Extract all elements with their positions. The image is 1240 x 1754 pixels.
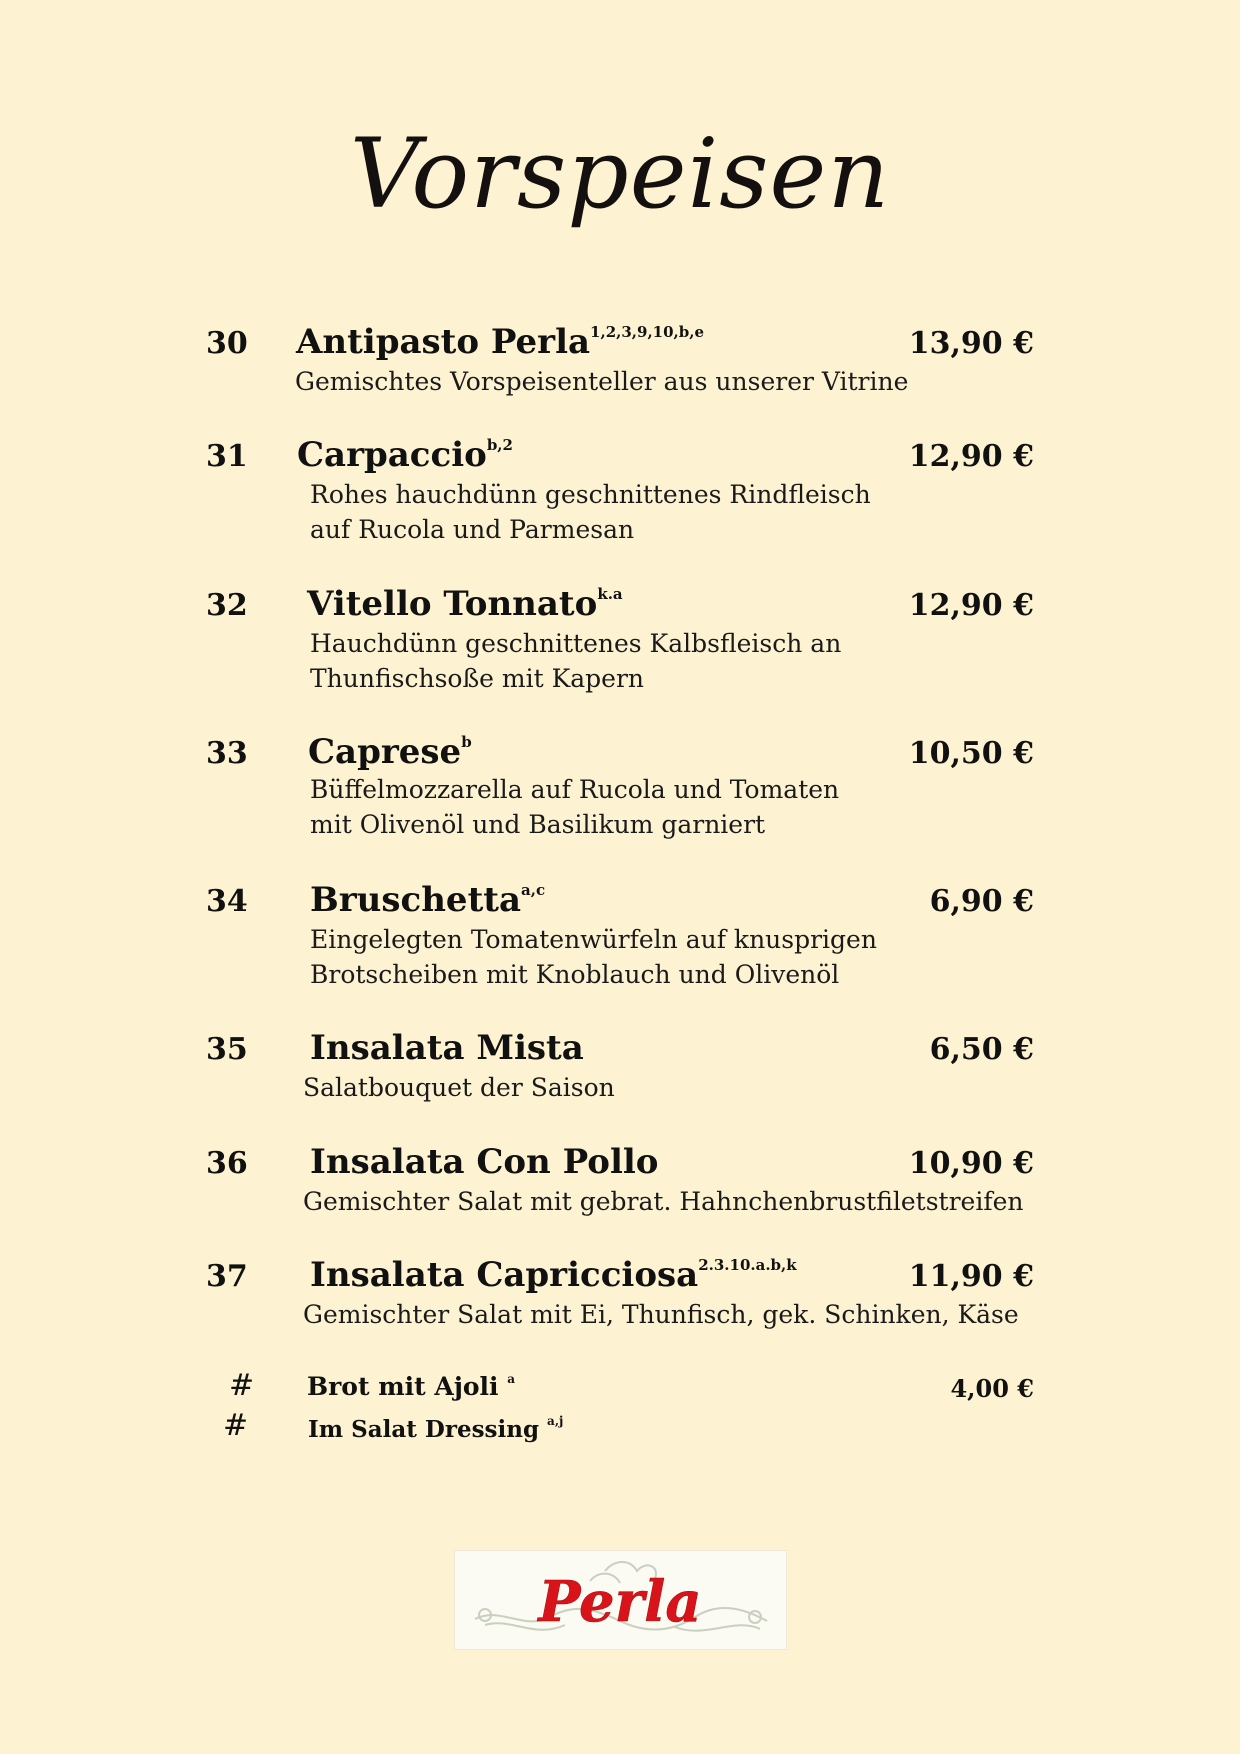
- item-number: 36: [206, 1146, 248, 1181]
- item-price: 10,50 €: [908, 736, 1034, 771]
- allergen-codes: a,j: [547, 1414, 564, 1428]
- item-price: 12,90 €: [908, 439, 1034, 474]
- item-number: 35: [206, 1032, 248, 1067]
- page-title: Vorspeisen: [349, 118, 891, 230]
- allergen-codes: a,c: [521, 881, 546, 899]
- item-price: 12,90 €: [908, 588, 1034, 623]
- item-number: 33: [206, 736, 248, 771]
- extra-price: 4,00 €: [950, 1374, 1034, 1403]
- logo-text: Perla: [538, 1569, 702, 1635]
- item-name: Insalata Mista: [310, 1028, 584, 1068]
- item-description: Gemischter Salat mit Ei, Thunfisch, gek. Schinken, Käse: [303, 1300, 1019, 1329]
- item-number: 30: [206, 326, 248, 361]
- item-description: Gemischtes Vorspeisenteller aus unserer Vitrine: [295, 367, 909, 396]
- item-description: Hauchdünn geschnittenes Kalbsfleisch an Thunfischsoße mit Kapern: [310, 629, 842, 693]
- item-name: Vitello Tonnato$^{k.a}$: [307, 584, 623, 624]
- extra-symbol: #: [229, 1368, 255, 1403]
- item-price: 6,90 €: [929, 884, 1034, 919]
- restaurant-logo: [454, 1550, 787, 1650]
- logo-ornament-icon: [455, 1551, 786, 1649]
- item-name: Bruschetta$^{a,c}$: [310, 880, 546, 920]
- allergen-codes: b,2: [486, 436, 513, 454]
- item-number: 34: [206, 884, 248, 919]
- allergen-codes: 1,2,3,9,10,b,e: [590, 323, 705, 341]
- extra-name: Im Salat Dressing $^{a,j}$: [308, 1414, 564, 1443]
- item-price: 11,90 €: [908, 1259, 1034, 1294]
- item-description: Eingelegten Tomatenwürfeln auf knusprigen Brotscheiben mit Knoblauch und Olivenöl: [310, 925, 877, 989]
- item-description: Rohes hauchdünn geschnittenes Rindfleisch auf Rucola und Parmesan: [310, 480, 871, 544]
- item-name: Antipasto Perla$^{1,2,3,9,10,b,e}$: [296, 322, 705, 362]
- item-name: Carpaccio$^{b,2}$: [297, 435, 513, 475]
- item-number: 31: [206, 439, 248, 474]
- allergen-codes: a: [507, 1372, 516, 1386]
- item-name: Insalata Con Pollo: [310, 1142, 659, 1182]
- allergen-codes: b: [461, 733, 472, 751]
- item-price: 6,50 €: [929, 1032, 1034, 1067]
- item-price: 13,90 €: [908, 326, 1034, 361]
- item-name: Insalata Capricciosa$^{2.3.10.a.b,k}$: [310, 1255, 797, 1295]
- item-number: 37: [206, 1259, 248, 1294]
- item-number: 32: [206, 588, 248, 623]
- item-description: Salatbouquet der Saison: [303, 1073, 615, 1102]
- item-description: Gemischter Salat mit gebrat. Hahnchenbrustfiletstreifen: [303, 1187, 1024, 1216]
- allergen-codes: 2.3.10.a.b,k: [698, 1256, 797, 1274]
- item-name: Caprese$^b$: [308, 732, 472, 772]
- item-price: 10,90 €: [908, 1146, 1034, 1181]
- extra-name: Brot mit Ajoli $^a$: [307, 1372, 516, 1401]
- extra-symbol: #: [223, 1408, 249, 1443]
- item-description: Büffelmozzarella auf Rucola und Tomaten mit Olivenöl und Basilikum garniert: [310, 775, 840, 839]
- allergen-codes: k.a: [597, 585, 623, 603]
